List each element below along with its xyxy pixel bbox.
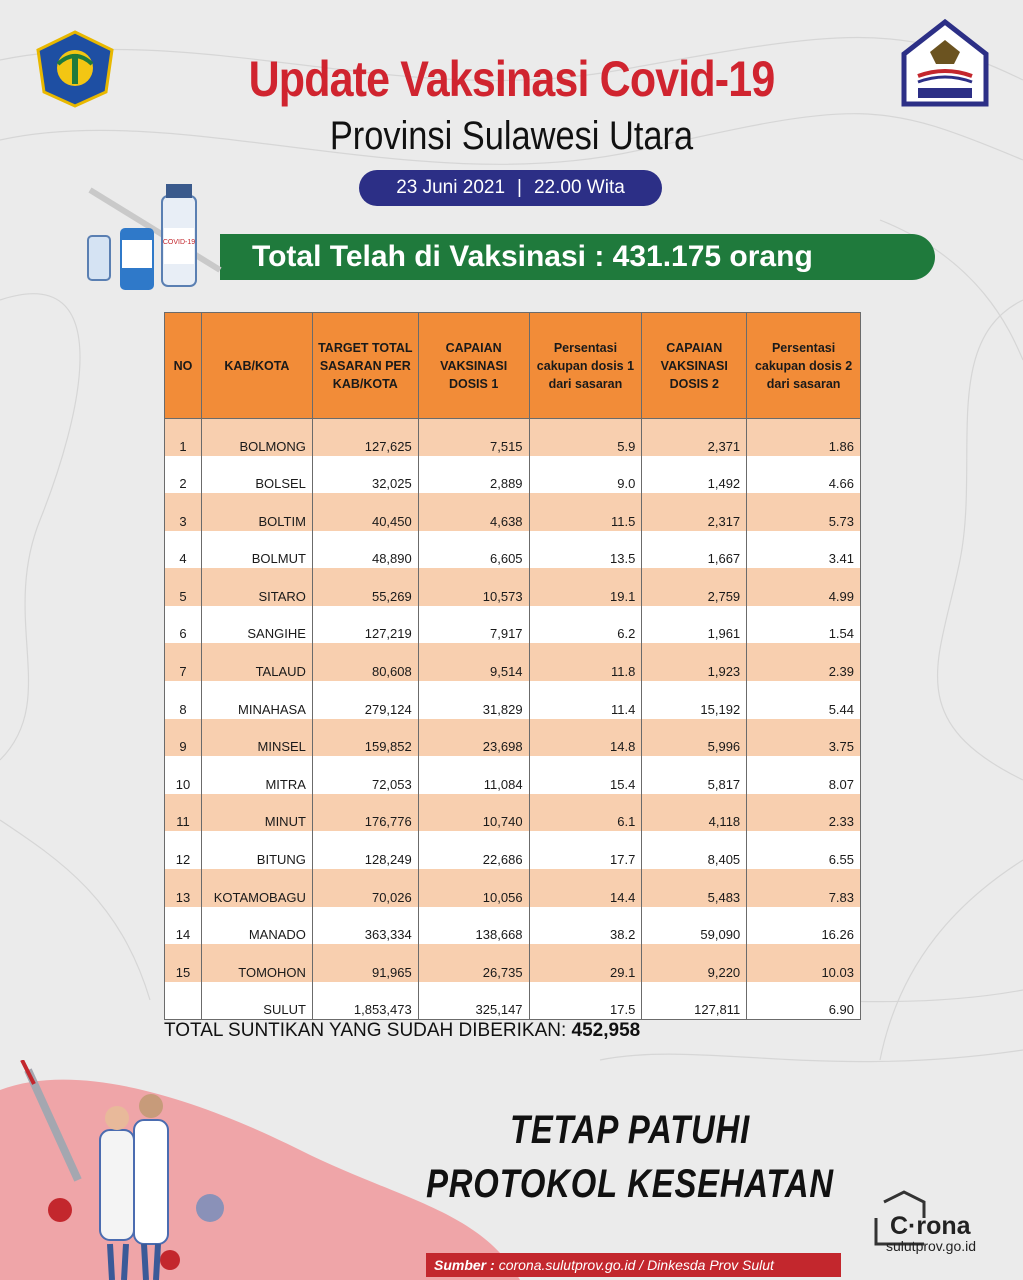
vaccine-vials-icon	[80, 178, 240, 298]
table-row	[165, 493, 861, 531]
slogan-line-1: TETAP PATUHI	[509, 1108, 751, 1152]
row-kab-kota: MITRA	[201, 756, 312, 794]
row-pct-dosis-1: 14.4	[529, 869, 642, 907]
table-row	[165, 756, 861, 794]
row-kab-kota: BOLMUT	[201, 531, 312, 569]
row-target: 70,026	[312, 869, 418, 907]
table-row	[165, 568, 861, 606]
row-target: 80,608	[312, 643, 418, 681]
source-text: corona.sulutprov.go.id / Dinkesda Prov Sulut	[498, 1257, 774, 1273]
row-dosis-1: 23,698	[418, 719, 529, 757]
row-pct-dosis-1: 29.1	[529, 944, 642, 982]
row-pct-dosis-1: 5.9	[529, 419, 642, 456]
row-pct-dosis-2: 3.75	[747, 719, 861, 757]
table-row	[165, 794, 861, 832]
table-row	[165, 681, 861, 719]
row-no: 14	[165, 907, 202, 945]
row-target: 48,890	[312, 531, 418, 569]
row-kab-kota: BITUNG	[201, 831, 312, 869]
row-kab-kota: KOTAMOBAGU	[201, 869, 312, 907]
row-pct-dosis-2: 2.33	[747, 794, 861, 832]
row-target: 91,965	[312, 944, 418, 982]
row-kab-kota: TALAUD	[201, 643, 312, 681]
table-row	[165, 831, 861, 869]
total-row-target: 1,853,473	[312, 982, 418, 1020]
vaccination-table	[164, 312, 861, 1020]
total-injections-value: 452,958	[571, 1020, 641, 1041]
total-injections-label: TOTAL SUNTIKAN YANG SUDAH DIBERIKAN:	[164, 1020, 567, 1041]
row-dosis-2: 2,317	[642, 493, 747, 531]
header-kab-kota: KAB/KOTA	[201, 313, 312, 419]
time-text: 22.00 Wita	[533, 177, 625, 198]
total-vaccinated-banner	[220, 234, 935, 280]
header-pct-dosis-2: Persentasi cakupan dosis 2 dari sasaran	[747, 313, 861, 419]
row-pct-dosis-1: 13.5	[529, 531, 642, 569]
row-dosis-2: 1,492	[642, 456, 747, 494]
header-pct-dosis-1: Persentasi cakupan dosis 1 dari sasaran	[529, 313, 642, 419]
total-injections-summary	[164, 1020, 640, 1042]
row-dosis-2: 1,961	[642, 606, 747, 644]
row-dosis-2: 5,483	[642, 869, 747, 907]
row-pct-dosis-2: 2.39	[747, 643, 861, 681]
row-target: 176,776	[312, 794, 418, 832]
row-pct-dosis-1: 11.4	[529, 681, 642, 719]
row-pct-dosis-1: 11.5	[529, 493, 642, 531]
table-row	[165, 606, 861, 644]
row-dosis-1: 7,515	[418, 419, 529, 456]
row-pct-dosis-2: 5.73	[747, 493, 861, 531]
row-dosis-1: 2,889	[418, 456, 529, 494]
row-dosis-1: 11,084	[418, 756, 529, 794]
corona-badge-name: C·rona	[890, 1212, 971, 1240]
source-bar	[426, 1253, 841, 1277]
row-kab-kota: SITARO	[201, 568, 312, 606]
table-row	[165, 456, 861, 494]
row-pct-dosis-1: 14.8	[529, 719, 642, 757]
row-pct-dosis-2: 4.99	[747, 568, 861, 606]
row-target: 55,269	[312, 568, 418, 606]
total-row-dosis-1: 325,147	[418, 982, 529, 1020]
header-dosis-2: CAPAIAN VAKSINASI DOSIS 2	[642, 313, 747, 419]
row-target: 159,852	[312, 719, 418, 757]
row-kab-kota: SANGIHE	[201, 606, 312, 644]
page-title: Update Vaksinasi Covid-19	[248, 51, 775, 107]
corona-badge-url: sulutprov.go.id	[886, 1238, 977, 1254]
row-kab-kota: MANADO	[201, 907, 312, 945]
row-target: 40,450	[312, 493, 418, 531]
vaccination-table-container	[164, 312, 861, 1020]
row-pct-dosis-2: 5.44	[747, 681, 861, 719]
row-pct-dosis-1: 17.7	[529, 831, 642, 869]
row-dosis-1: 9,514	[418, 643, 529, 681]
row-pct-dosis-2: 6.55	[747, 831, 861, 869]
row-no: 4	[165, 531, 202, 569]
total-vaccinated-text: Total Telah di Vaksinasi : 431.175 orang	[252, 240, 813, 273]
row-no: 5	[165, 568, 202, 606]
table-row	[165, 419, 861, 456]
row-dosis-2: 8,405	[642, 831, 747, 869]
row-pct-dosis-1: 38.2	[529, 907, 642, 945]
row-kab-kota: MINAHASA	[201, 681, 312, 719]
row-pct-dosis-2: 8.07	[747, 756, 861, 794]
row-dosis-2: 2,759	[642, 568, 747, 606]
row-dosis-2: 4,118	[642, 794, 747, 832]
total-row-pct-dosis-2: 6.90	[747, 982, 861, 1020]
table-row	[165, 531, 861, 569]
row-dosis-1: 7,917	[418, 606, 529, 644]
row-dosis-1: 22,686	[418, 831, 529, 869]
row-target: 127,219	[312, 606, 418, 644]
row-dosis-2: 5,996	[642, 719, 747, 757]
page-subtitle: Provinsi Sulawesi Utara	[329, 114, 694, 158]
row-dosis-1: 6,605	[418, 531, 529, 569]
row-pct-dosis-1: 6.2	[529, 606, 642, 644]
row-kab-kota: MINSEL	[201, 719, 312, 757]
table-row	[165, 643, 861, 681]
source-label: Sumber :	[434, 1257, 495, 1273]
row-pct-dosis-1: 19.1	[529, 568, 642, 606]
row-dosis-2: 15,192	[642, 681, 747, 719]
row-kab-kota: BOLSEL	[201, 456, 312, 494]
row-no: 15	[165, 944, 202, 982]
date-time-pill	[359, 170, 662, 206]
row-kab-kota: BOLTIM	[201, 493, 312, 531]
row-no: 12	[165, 831, 202, 869]
header-dosis-1: CAPAIAN VAKSINASI DOSIS 1	[418, 313, 529, 419]
row-no: 1	[165, 419, 202, 456]
satgas-covid-logo-icon	[900, 18, 990, 108]
table-header-row	[165, 313, 861, 419]
row-pct-dosis-2: 7.83	[747, 869, 861, 907]
row-dosis-1: 138,668	[418, 907, 529, 945]
row-pct-dosis-1: 15.4	[529, 756, 642, 794]
row-kab-kota: TOMOHON	[201, 944, 312, 982]
health-protocol-slogan	[425, 1103, 835, 1211]
date-text: 23 Juni 2021	[396, 177, 506, 198]
table-row	[165, 944, 861, 982]
row-kab-kota: BOLMONG	[201, 419, 312, 456]
row-no: 9	[165, 719, 202, 757]
row-no: 2	[165, 456, 202, 494]
total-row-no	[165, 982, 202, 1020]
total-row-pct-dosis-1: 17.5	[529, 982, 642, 1020]
row-dosis-2: 9,220	[642, 944, 747, 982]
row-dosis-2: 2,371	[642, 419, 747, 456]
row-target: 72,053	[312, 756, 418, 794]
row-dosis-1: 10,573	[418, 568, 529, 606]
row-pct-dosis-2: 3.41	[747, 531, 861, 569]
table-total-row	[165, 982, 861, 1020]
row-no: 13	[165, 869, 202, 907]
row-dosis-1: 26,735	[418, 944, 529, 982]
row-target: 128,249	[312, 831, 418, 869]
row-pct-dosis-2: 4.66	[747, 456, 861, 494]
row-dosis-2: 1,667	[642, 531, 747, 569]
row-pct-dosis-2: 1.86	[747, 419, 861, 456]
row-dosis-1: 10,056	[418, 869, 529, 907]
row-no: 3	[165, 493, 202, 531]
row-no: 7	[165, 643, 202, 681]
row-dosis-1: 31,829	[418, 681, 529, 719]
row-pct-dosis-2: 10.03	[747, 944, 861, 982]
row-dosis-2: 59,090	[642, 907, 747, 945]
total-row-kab-kota: SULUT	[201, 982, 312, 1020]
row-pct-dosis-2: 16.26	[747, 907, 861, 945]
header-target: TARGET TOTAL SASARAN PER KAB/KOTA	[312, 313, 418, 419]
row-pct-dosis-2: 1.54	[747, 606, 861, 644]
svg-text:COVID-19: COVID-19	[162, 239, 196, 246]
row-target: 279,124	[312, 681, 418, 719]
row-target: 127,625	[312, 419, 418, 456]
row-target: 363,334	[312, 907, 418, 945]
row-dosis-1: 10,740	[418, 794, 529, 832]
header-no: NO	[165, 313, 202, 419]
row-no: 6	[165, 606, 202, 644]
row-no: 8	[165, 681, 202, 719]
table-row	[165, 907, 861, 945]
total-row-dosis-2: 127,811	[642, 982, 747, 1020]
row-pct-dosis-1: 6.1	[529, 794, 642, 832]
slogan-line-2: PROTOKOL KESEHATAN	[426, 1162, 834, 1206]
row-no: 10	[165, 756, 202, 794]
row-dosis-2: 5,817	[642, 756, 747, 794]
row-no: 11	[165, 794, 202, 832]
row-kab-kota: MINUT	[201, 794, 312, 832]
row-dosis-2: 1,923	[642, 643, 747, 681]
row-pct-dosis-1: 11.8	[529, 643, 642, 681]
row-dosis-1: 4,638	[418, 493, 529, 531]
date-separator: |	[517, 177, 522, 198]
row-target: 32,025	[312, 456, 418, 494]
table-row	[165, 869, 861, 907]
row-pct-dosis-1: 9.0	[529, 456, 642, 494]
table-row	[165, 719, 861, 757]
